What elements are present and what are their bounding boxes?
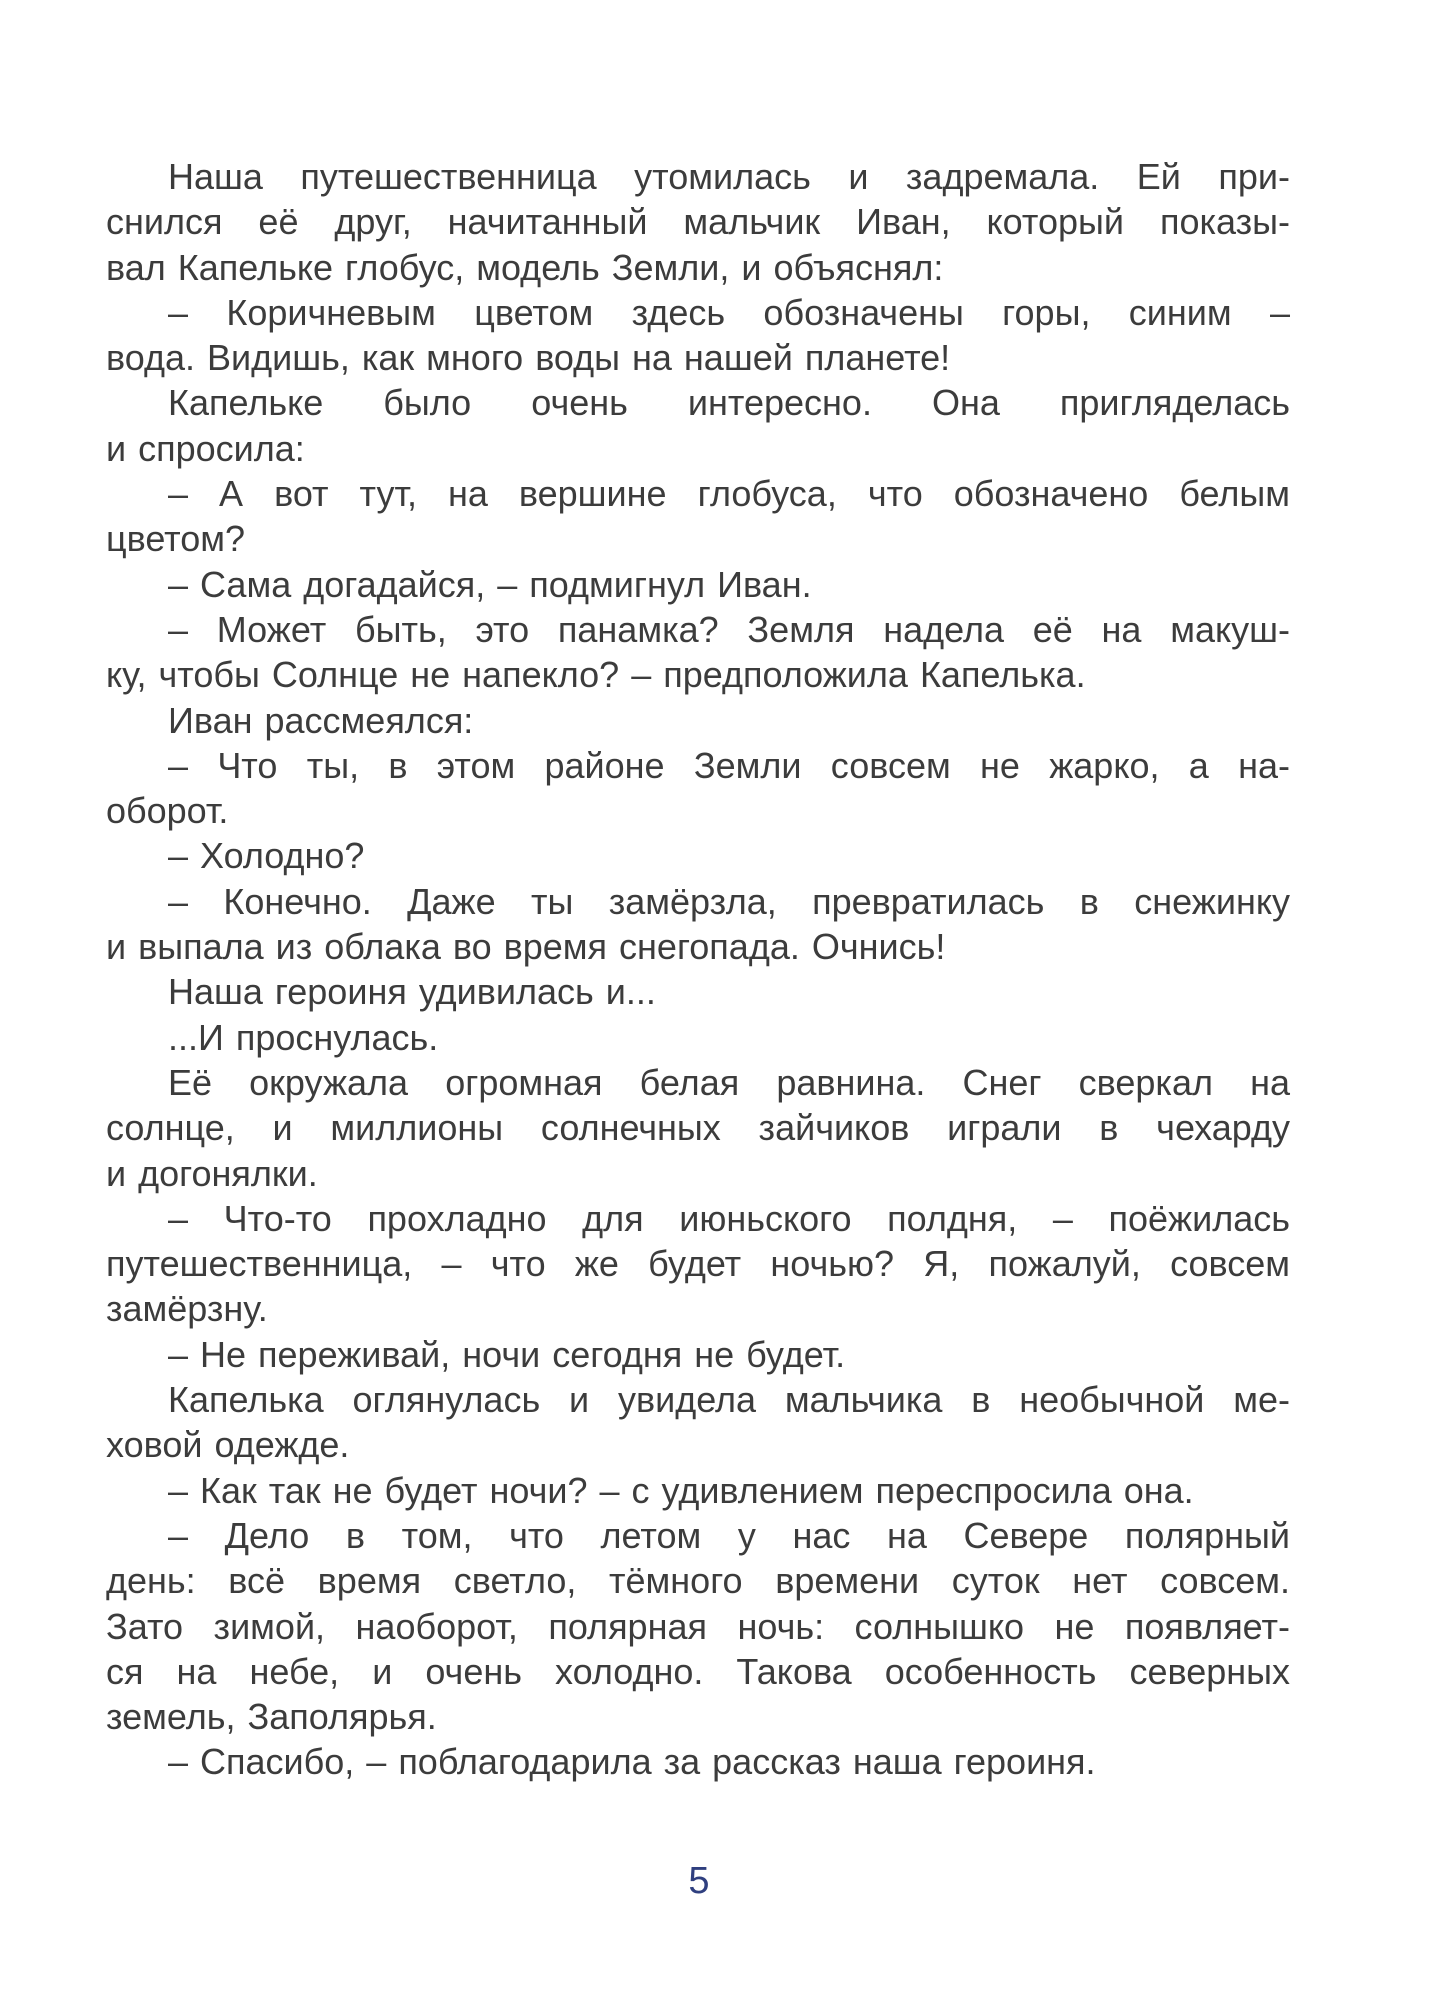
text-line: – Может быть, это панамка? Земля надела её на макуш- [168, 608, 1290, 650]
text-line: – Дело в том, что летом у нас на Севере полярный [168, 1514, 1290, 1556]
text-line: и спросила: [106, 427, 305, 469]
text-line: Капелька оглянулась и увидела мальчика в необычной ме- [168, 1379, 1290, 1421]
text-line: – А вот тут, на вершине глобуса, что обозначено белым [168, 473, 1290, 515]
text-line: Наша путешественница утомилась и задремала. Ей при- [168, 156, 1290, 197]
page-text [106, 154, 1290, 1785]
text-line: вал Капельке глобус, модель Земли, и объяснял: [106, 246, 944, 288]
text-line: и догонялки. [106, 1152, 318, 1194]
text-line: – Коричневым цветом здесь обозначены горы, синим – [168, 291, 1290, 333]
page-number: 5 [688, 1860, 710, 1902]
text-line: цветом? [106, 518, 246, 560]
text-line: оборот. [106, 790, 229, 832]
text-line: – Не переживай, ночи сегодня не будет. [168, 1333, 846, 1375]
text-line: ку, чтобы Солнце не напекло? – предположила Капелька. [106, 654, 1086, 696]
text-line: ...И проснулась. [168, 1016, 439, 1058]
text-line: снился её друг, начитанный мальчик Иван, который показы- [106, 201, 1290, 243]
text-line: Наша героиня удивилась и... [168, 971, 656, 1013]
text-line: земель, Заполярья. [106, 1696, 437, 1738]
text-line: солнце, и миллионы солнечных зайчиков играли в чехарду [106, 1107, 1290, 1149]
text-line: – Сама догадайся, – подмигнул Иван. [168, 563, 812, 605]
text-line: вода. Видишь, как много воды на нашей планете! [106, 337, 951, 379]
text-line: Иван рассмеялся: [168, 699, 474, 741]
text-line: – Спасибо, – поблагодарила за рассказ наша героиня. [168, 1741, 1096, 1783]
text-line: Капельке было очень интересно. Она пригляделась [168, 382, 1290, 424]
text-line: – Конечно. Даже ты замёрзла, превратилась в снежинку [168, 880, 1290, 922]
text-line: замёрзну. [106, 1288, 268, 1330]
text-line: – Как так не будет ночи? – с удивлением переспросила она. [168, 1469, 1194, 1511]
text-line: – Что-то прохладно для июньского полдня, – поёжилась [168, 1197, 1290, 1239]
text-line: Зато зимой, наоборот, полярная ночь: солнышко не появляет- [106, 1605, 1290, 1647]
text-line: ховой одежде. [106, 1424, 350, 1466]
text-line: путешественница, – что же будет ночью? Я, пожалуй, совсем [106, 1243, 1290, 1285]
text-line: Её окружала огромная белая равнина. Снег сверкал на [168, 1061, 1290, 1103]
text-line: день: всё время светло, тёмного времени суток нет совсем. [106, 1560, 1290, 1602]
text-line: и выпала из облака во время снегопада. Очнись! [106, 926, 946, 968]
text-line: ся на небе, и очень холодно. Такова особенность северных [106, 1650, 1290, 1692]
text-line: – Холодно? [168, 835, 365, 877]
text-line: – Что ты, в этом районе Земли совсем не жарко, а на- [168, 744, 1290, 786]
